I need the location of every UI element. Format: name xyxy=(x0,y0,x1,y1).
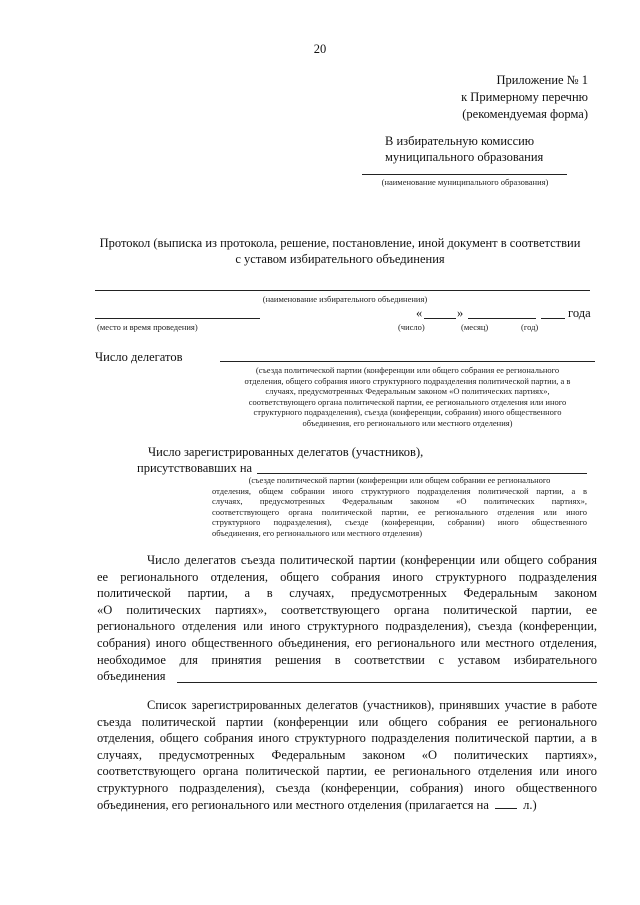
list-line: структурного подразделения), съезда (конференции, собрания) иного общественного xyxy=(97,780,597,795)
document-title xyxy=(60,235,620,267)
association-caption: (наименование избирательного объединения) xyxy=(262,294,428,304)
addressee-municipality: муниципального образования xyxy=(385,150,544,164)
required-line: собрания) иного общественного объединения, его регионального или местного отделения, xyxy=(97,635,597,650)
required-line: необходимое для принятия решения в соответствии с уставом избирательного xyxy=(97,652,597,667)
delegates-caption-line: (съезда политической партии (конференции или общего собрания ее регионального xyxy=(255,365,560,375)
required-line: «О политических партиях», соответствующего органа политической партии, ее xyxy=(97,602,597,617)
appendix-block xyxy=(380,72,588,123)
addressee-commission: В избирательную комиссию xyxy=(385,134,535,148)
year-line[interactable] xyxy=(541,318,565,319)
list-paragraph xyxy=(97,697,597,813)
list-line: отделения, общего собрания иного структурного подразделения политической партии, а в xyxy=(97,731,597,746)
delegates-caption-line: случаях, предусмотренных Федеральным законом «О политических партиях», xyxy=(265,386,550,396)
page-number: 20 xyxy=(313,42,327,56)
list-line: съезда политической партии (конференции или общего собрания ее регионального xyxy=(97,714,597,729)
registered-caption-line: соответствующего органа политической партии, ее регионального отделения или иного xyxy=(212,506,587,517)
month-caption: (месяц) xyxy=(461,322,489,332)
required-paragraph xyxy=(97,552,597,685)
registered-label-1: Число зарегистрированных делегатов (участников), xyxy=(148,445,424,459)
place-time-line[interactable] xyxy=(95,318,260,319)
appendix-reference: к Примерному перечню xyxy=(461,90,588,104)
list-line: случаях, предусмотренных Федеральным законом «О политических партиях», xyxy=(97,747,597,762)
year-caption: (год) xyxy=(521,322,539,332)
delegates-caption-line: соответствующего органа политической партии, ее регионального отделения или иного xyxy=(248,396,567,407)
registered-caption-line: структурного подразделения), съезде (конференции, собрании) иного общественного xyxy=(212,517,587,527)
municipality-name-line[interactable] xyxy=(362,174,567,175)
list-last-line: объединения, его регионального или местного отделения (прилагается на xyxy=(97,797,489,812)
registered-caption-line: объединения, его регионального или местного отделения) xyxy=(212,527,423,538)
required-line: Число делегатов съезда политической партии (конференции или общего собрания xyxy=(147,553,597,567)
appendix-form-note: (рекомендуемая форма) xyxy=(462,107,588,121)
appendix-title: Приложение № 1 xyxy=(496,73,588,87)
required-last-row xyxy=(97,668,597,685)
day-line[interactable] xyxy=(424,318,456,319)
quote-open: « xyxy=(416,306,423,320)
place-time-caption: (место и время проведения) xyxy=(97,322,198,332)
title-line-2: с уставом избирательного объединения xyxy=(235,252,445,266)
day-caption: (число) xyxy=(398,322,425,332)
registered-caption-line: случаях, предусмотренных Федеральным законом «О политических партиях», xyxy=(212,496,587,506)
registered-caption-line: (съезде политической партии (конференции или общем собрании ее регионального xyxy=(248,475,551,485)
association-name-line[interactable] xyxy=(95,290,590,291)
list-last-suffix: л.) xyxy=(523,797,537,812)
registered-caption xyxy=(212,475,587,538)
list-line: соответствующего органа политической партии, ее регионального отделения или иного xyxy=(97,764,597,779)
title-line-1: Протокол (выписка из протокола, решение, постановление, иной документ в соответствии xyxy=(99,236,581,250)
delegates-caption xyxy=(215,365,600,428)
pages-count-line[interactable] xyxy=(495,797,517,809)
required-line: ее регионального отделения, общего собрания иного структурного подразделения xyxy=(97,569,597,584)
registered-caption-line: отделения, общем собрании иного структурного подразделения политической партии, а в xyxy=(212,485,587,496)
registered-count-line[interactable] xyxy=(257,473,587,474)
registered-label-2: присутствовавших на xyxy=(137,461,253,475)
list-last-row xyxy=(97,797,597,814)
delegates-count-line[interactable] xyxy=(220,361,595,362)
year-word: года xyxy=(568,306,591,320)
delegates-caption-line: объединения, его регионального или местного отделения) xyxy=(302,417,513,428)
required-line: политической партии, а в случаях, предусмотренных Федеральным законом xyxy=(97,586,597,601)
municipality-caption: (наименование муниципального образования) xyxy=(381,177,549,187)
required-last-line: объединения xyxy=(97,669,166,684)
required-line: регионального отделения или иного структурного подразделения), съезда (конференции, xyxy=(97,619,597,634)
required-count-line[interactable] xyxy=(177,682,597,683)
delegates-label: Число делегатов xyxy=(95,350,183,364)
delegates-caption-line: отделения, общего собрания иного структурного подразделения политической партии, а в xyxy=(244,375,571,386)
addressee-block xyxy=(385,133,543,165)
month-line[interactable] xyxy=(468,318,536,319)
list-line: Список зарегистрированных делегатов (участников), принявших участие в работе xyxy=(147,698,597,712)
delegates-caption-line: структурного подразделения), съезда (конференции, собрания) иного общественного xyxy=(253,407,562,417)
quote-close: » xyxy=(457,306,464,320)
